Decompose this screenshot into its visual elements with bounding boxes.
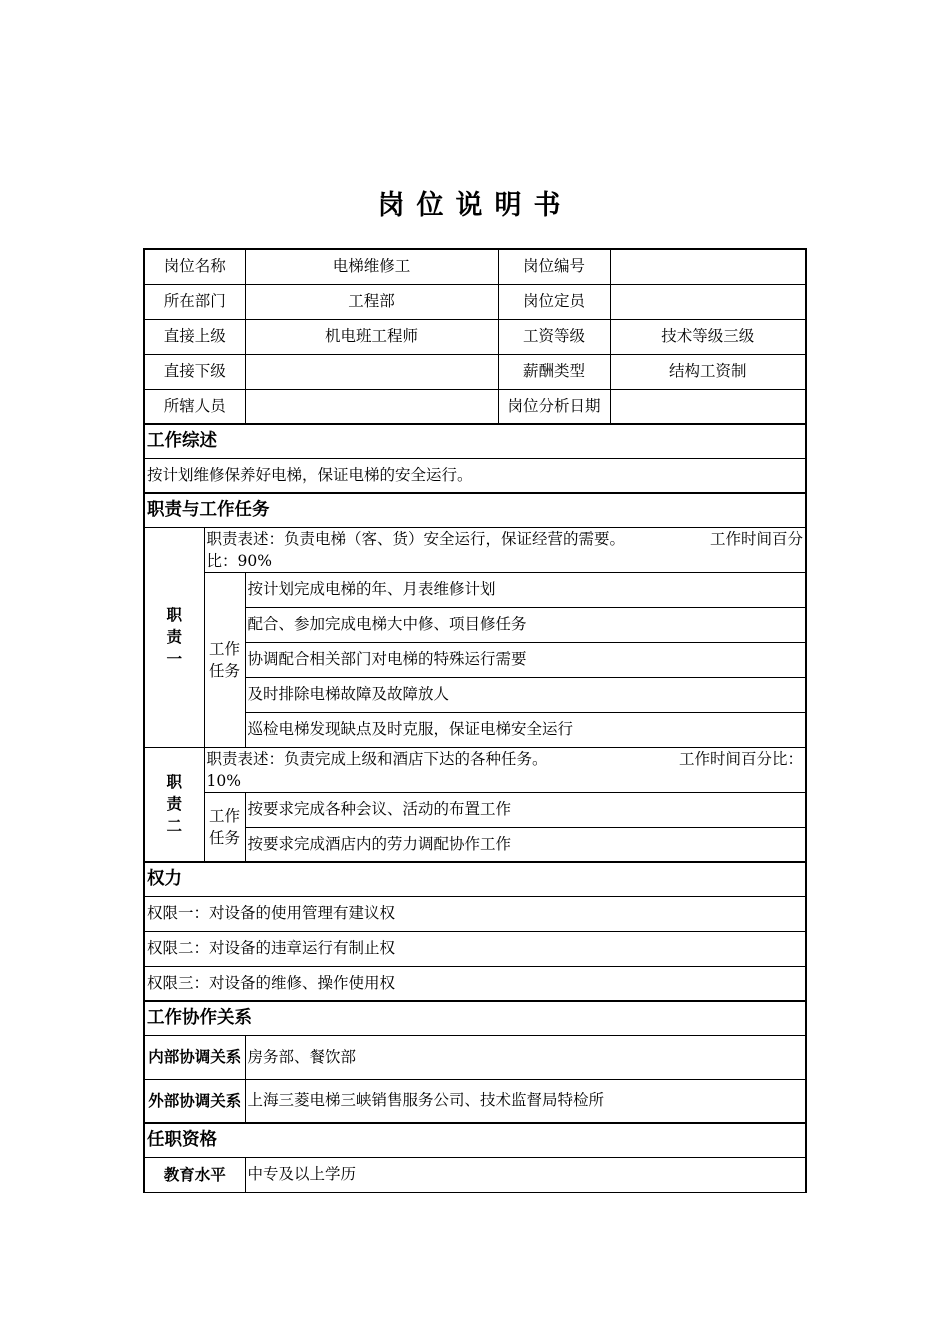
label-position-code: 岗位编号 [498, 249, 610, 284]
label-direct-superior: 直接上级 [144, 319, 245, 354]
label-department: 所在部门 [144, 284, 245, 319]
duty2-pct-label: 工作时间百分比： [679, 749, 804, 768]
duty1-pct-tail: 比：90% [206, 551, 272, 570]
duty1-task-row [144, 572, 806, 607]
internal-relations-label: 内部协调关系 [144, 1035, 245, 1079]
duty2-task-label [204, 792, 245, 862]
value-department: 工程部 [245, 284, 498, 319]
value-headcount [610, 284, 806, 319]
authority-row [144, 931, 806, 966]
duty1-label [144, 527, 204, 747]
internal-relations-value: 房务部、餐饮部 [245, 1035, 806, 1079]
authority-item-2: 权限二：对设备的违章运行有制止权 [144, 931, 806, 966]
duty2-task-label-text: 工作任务 [209, 806, 241, 847]
value-pay-type: 结构工资制 [610, 354, 806, 389]
duty1-task-5: 巡检电梯发现缺点及时克服，保证电梯安全运行 [245, 712, 806, 747]
duty2-task-row [144, 792, 806, 827]
label-pay-type: 薪酬类型 [498, 354, 610, 389]
value-staff-under [245, 389, 498, 424]
duty1-task-label-text: 工作任务 [209, 639, 241, 680]
authority-heading-row [144, 862, 806, 896]
relations-heading: 工作协作关系 [144, 1001, 806, 1035]
value-pay-grade: 技术等级三级 [610, 319, 806, 354]
duty2-label [144, 747, 204, 862]
value-analysis-date [610, 389, 806, 424]
duty1-desc [204, 527, 806, 572]
education-value: 中专及以上学历 [245, 1157, 806, 1192]
duty1-task-3: 协调配合相关部门对电梯的特殊运行需要 [245, 642, 806, 677]
education-row [144, 1157, 806, 1192]
info-row-4 [144, 354, 806, 389]
work-summary-heading-row [144, 424, 806, 458]
duty1-desc-row [144, 527, 806, 572]
duty1-label-text: 职责一 [166, 605, 183, 668]
duties-heading: 职责与工作任务 [144, 493, 806, 527]
duties-heading-row [144, 493, 806, 527]
label-pay-grade: 工资等级 [498, 319, 610, 354]
value-direct-subordinate [245, 354, 498, 389]
info-row-3 [144, 319, 806, 354]
authority-item-3: 权限三：对设备的维修、操作使用权 [144, 966, 806, 1001]
external-relations-row [144, 1079, 806, 1123]
authority-row [144, 896, 806, 931]
label-staff-under: 所辖人员 [144, 389, 245, 424]
work-summary-row [144, 458, 806, 493]
page-title: 岗位说明书 [377, 190, 573, 221]
duty2-task-2: 按要求完成酒店内的劳力调配协作工作 [245, 827, 806, 862]
value-position-name: 电梯维修工 [245, 249, 498, 284]
education-label: 教育水平 [144, 1157, 245, 1192]
authority-item-1: 权限一：对设备的使用管理有建议权 [144, 896, 806, 931]
qualifications-heading-row [144, 1123, 806, 1157]
duty1-desc-text: 职责表述：负责电梯（客、货）安全运行，保证经营的需要。 [206, 529, 626, 548]
info-row-2 [144, 284, 806, 319]
qualifications-heading: 任职资格 [144, 1123, 806, 1157]
label-headcount: 岗位定员 [498, 284, 610, 319]
duty2-label-text: 职责二 [166, 772, 183, 836]
duty2-desc-text: 职责表述：负责完成上级和酒店下达的各种任务。 [206, 749, 548, 768]
duty1-task-label [204, 572, 245, 747]
duty2-task-1: 按要求完成各种会议、活动的布置工作 [245, 792, 806, 827]
duty2-desc [204, 747, 806, 792]
duty1-pct-label: 工作时间百分 [710, 529, 804, 548]
label-direct-subordinate: 直接下级 [144, 354, 245, 389]
internal-relations-row [144, 1035, 806, 1079]
duty2-pct-tail: 10% [206, 771, 241, 790]
label-analysis-date: 岗位分析日期 [498, 389, 610, 424]
duty2-desc-row [144, 747, 806, 792]
value-position-code [610, 249, 806, 284]
authority-row [144, 966, 806, 1001]
work-summary-heading: 工作综述 [144, 424, 806, 458]
info-row-1 [144, 249, 806, 284]
value-direct-superior: 机电班工程师 [245, 319, 498, 354]
relations-heading-row [144, 1001, 806, 1035]
duty1-task-1: 按计划完成电梯的年、月表维修计划 [245, 572, 806, 607]
authority-heading: 权力 [144, 862, 806, 896]
external-relations-value: 上海三菱电梯三峡销售服务公司、技术监督局特检所 [245, 1079, 806, 1123]
info-row-5 [144, 389, 806, 424]
external-relations-label: 外部协调关系 [144, 1079, 245, 1123]
label-position-name: 岗位名称 [144, 249, 245, 284]
job-description-table [143, 248, 807, 1193]
duty1-task-2: 配合、参加完成电梯大中修、项目修任务 [245, 607, 806, 642]
work-summary-text: 按计划维修保养好电梯，保证电梯的安全运行。 [144, 458, 806, 493]
duty1-task-4: 及时排除电梯故障及故障放人 [245, 677, 806, 712]
